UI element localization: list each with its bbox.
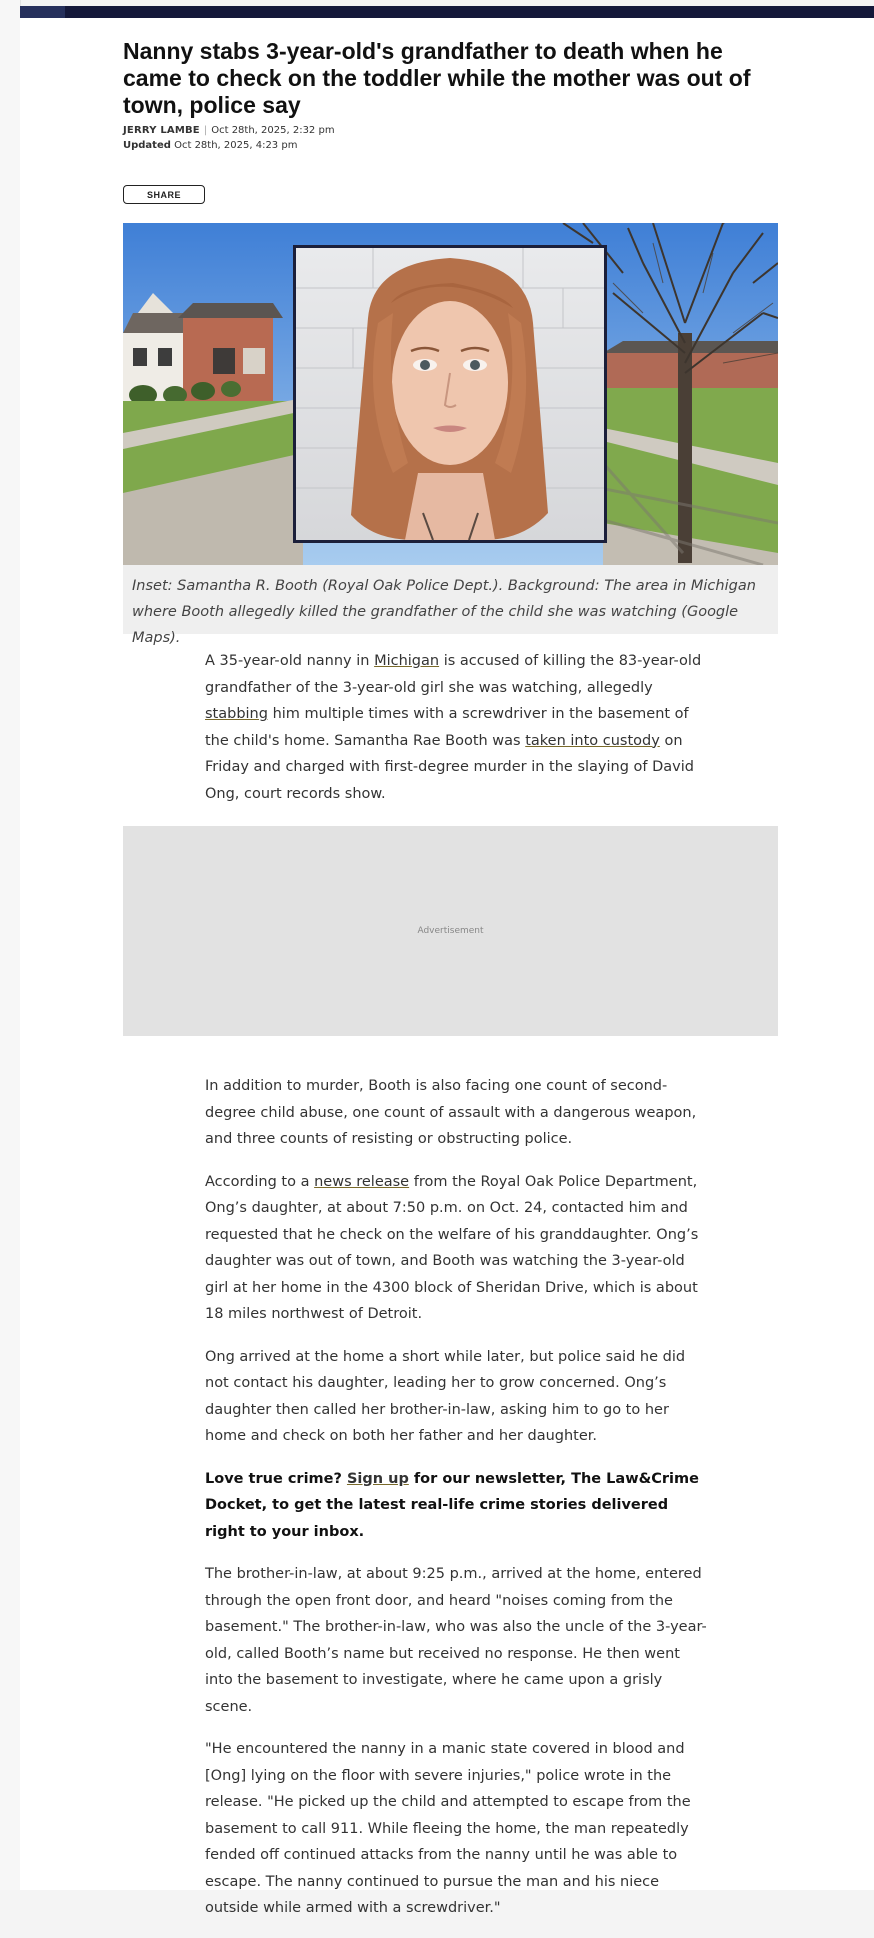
site-header-bar [20, 6, 874, 18]
p1-text-4: on Friday and charged with first-degree murder in the slaying of David Ong, court records show. [205, 732, 694, 802]
newsletter-promo [205, 1466, 710, 1546]
hero-image [123, 223, 778, 565]
paragraph-1 [205, 648, 710, 807]
link-taken-into-custody[interactable]: taken into custody [525, 732, 660, 749]
promo-text-1: Love true crime? [205, 1470, 347, 1487]
paragraph-2: In addition to murder, Booth is also facing one count of second-degree child abuse, one count of assault with a dangerous weapon, and three counts of resisting or obstructing police. [205, 1078, 697, 1147]
image-caption: Inset: Samantha R. Booth (Royal Oak Police Dept.). Background: The area in Michigan where Booth allegedly killed the grandfather of the child she was watching (Google Maps). [132, 578, 756, 646]
p1-text-1: A 35-year-old nanny in [205, 653, 375, 669]
paragraph-3 [205, 1169, 710, 1328]
byline-separator: | [203, 125, 208, 136]
article-page [20, 18, 874, 1916]
paragraph-5: The brother-in-law, at about 9:25 p.m., arrived at the home, entered through the open front door, and heard "noises coming from the basement." The brother-in-law, who was also the uncle of the 3-year-old, called Booth’s name but received no response. He then went into the basement to investigate, where he came upon a grisly scene. [205, 1566, 707, 1715]
article-title: Nanny stabs 3-year-old's grandfather to death when he came to check on the toddler while the mother was out of town, police say [123, 38, 751, 118]
link-stabbing[interactable]: stabbing [205, 706, 268, 722]
header-accent [20, 6, 65, 18]
byline [123, 125, 335, 136]
image-caption-box [123, 565, 778, 646]
article-body-top [205, 648, 710, 823]
updated-line [123, 140, 297, 151]
updated-date: Oct 28th, 2025, 4:23 pm [174, 140, 298, 151]
promo-text-2: for our newsletter, The Law&Crime Docket, to get the latest real-life crime stories delivered right to your inbox. [205, 1470, 699, 1540]
share-button[interactable]: SHARE [123, 185, 205, 204]
p3-text-1: According to a [205, 1173, 315, 1190]
p3-text-2: from the Royal Oak Police Department, Ong’s daughter, at about 7:50 p.m. on Oct. 24, contacted him and requested that he check on the welfare of his granddaughter. Ong’s daughter was out of town, and Booth was watching the 3-year-old girl at her home in the 4300 block of Sheridan Drive, which is about 18 miles northwest of Detroit. [205, 1173, 699, 1322]
paragraph-4: Ong arrived at the home a short while later, but police said he did not contact his daughter, leading her to grow concerned. Ong’s daughter then called her brother-in-law, asking him to go to her home and check on both her father and her daughter. [205, 1348, 686, 1444]
link-sign-up[interactable]: Sign up [346, 1470, 409, 1487]
hero-image-graphic [123, 223, 778, 565]
p1-text-3: him multiple times with a screwdriver in the basement of the child's home. Samantha Rae Booth was [205, 706, 689, 749]
article-body-bottom [205, 1073, 710, 1938]
link-michigan[interactable]: Michigan [374, 653, 440, 669]
p1-text-2: is accused of killing the 83-year-old grandfather of the 3-year-old girl she was watching, allegedly [205, 653, 702, 696]
updated-label: Updated [123, 140, 171, 151]
author-link[interactable]: JERRY LAMBE [123, 125, 200, 136]
link-news-release[interactable]: news release [314, 1173, 410, 1190]
advertisement-label: Advertisement [417, 926, 484, 936]
paragraph-6: "He encountered the nanny in a manic state covered in blood and [Ong] lying on the floor with severe injuries," police wrote in the release. "He picked up the child and attempted to escape from the basement to call 911. While fleeing the home, the man repeatedly fended off continued attacks from the nanny until he was able to escape. The nanny continued to pursue the man and his niece outside while armed with a screwdriver." [205, 1741, 691, 1916]
advertisement-slot[interactable] [123, 826, 778, 1036]
published-date: Oct 28th, 2025, 2:32 pm [211, 125, 335, 136]
left-rail [0, 0, 21, 1890]
